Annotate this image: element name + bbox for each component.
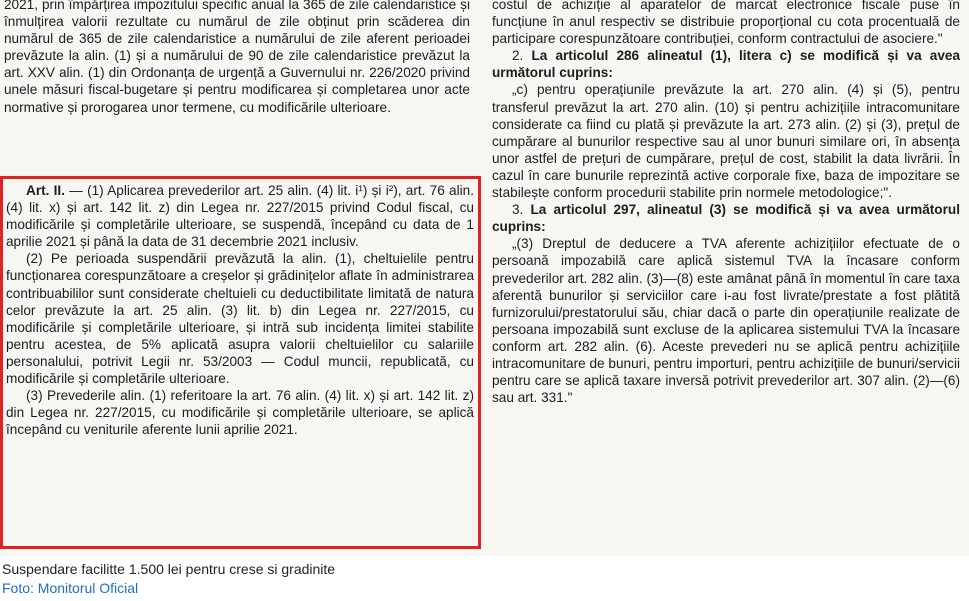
article-ii-paragraph-1 (6, 182, 474, 250)
point-2-heading (492, 47, 960, 81)
article-ii-paragraph-2: (2) Pe perioada suspendării prevăzută la alin. (1), cheltuielile pentru funcționarea corespunzătoare a creșelor și grădinițelor aflate în administrarea contribuabililor sunt considerate cheltuieli cu deductibilitate limitată de natura celor prevăzute la art. 25 alin. (3) lit. b) din Legea nr. 227/2015, cu modificările și completările ulterioare, și intră sub incidența limitei stabilite pentru acestea, de 5% aplicată asupra valorii cheltuielilor cu salariile personalului, potrivit Legii nr. 53/2003 — Codul muncii, republicată, cu modificările și completările ulterioare. (6, 251, 474, 387)
point-3-text: „(3) Dreptul de deducere a TVA aferente achizițiilor efectuate de o persoană impozabilă care aplică sistemul TVA la încasare conform prevederilor art. 282 alin. (3)—(8) este amânat până în momentul în care taxa aferentă bunurilor și serviciilor care i-au fost livrate/prestate a fost plătită furnizorului/prestatorului său, chiar dacă o parte din operațiunile realizate de persoana impozabilă sunt excluse de la aplicarea sistemului TVA la încasare conform art. 282 alin. (6). Aceste prevederi nu se aplică pentru achizițiile intracomunitare de bunuri, pentru importuri, pentru achizițiile de bunuri/servicii pentru care se aplică taxare inversă potrivit prevederilor art. 307 alin. (2)—(6) sau art. 331." (492, 236, 960, 406)
photo-credit-link[interactable]: Foto: Monitorul Oficial (2, 580, 139, 596)
article-ii-heading: Art. II. (26, 183, 65, 198)
right-paragraph-0: costul de achiziție al aparatelor de marcat electronice fiscale puse în funcțiune în anul respectiv se distribuie proporțional cu cota procentuală de participare corespunzătoare contribuției, conform contractului de asociere." (492, 0, 960, 47)
point-2-title: La articolul 286 alineatul (1), litera c) se modifică și va avea următorul cuprins: (492, 48, 960, 81)
point-3-title: La articolul 297, alineatul (3) se modifică și va avea următorul cuprins: (492, 202, 960, 235)
left-column (4, 0, 470, 116)
article-ii-p1-text: — (1) Aplicarea prevederilor art. 25 alin. (4) lit. i¹) și i²), art. 76 alin. (4) lit. x) și art. 142 lit. z) din Legea nr. 227/2015 privind Codul fiscal, cu modificările și completările ulterioare, se suspendă, începând cu data de 1 aprilie 2021 și până la data de 31 decembrie 2021 inclusiv. (6, 183, 474, 250)
image-caption: Suspendare facilitte 1.500 lei pentru crese si gradinite (2, 561, 336, 577)
caption-area (0, 556, 969, 601)
left-top-paragraph: 2021, prin împărțirea impozitului specific anual la 365 de zile calendaristice și înmulțirea valorii rezultate cu numărul de zile obținut prin scăderea din numărul de 365 de zile calendaristice a numărului de zile aferent perioadei prevăzute la alin. (1) și a numărului de 90 de zile calendaristice prevăzut la art. XXV alin. (1) din Ordonanța de urgență a Guvernului nr. 226/2020 privind unele măsuri fiscal-bugetare și pentru modificarea și completarea unor acte normative și prorogarea unor termene, cu modificările ulterioare. (4, 0, 470, 115)
article-ii-paragraph-3: (3) Prevederile alin. (1) referitoare la art. 76 alin. (4) lit. x) și art. 142 lit. z) din Legea nr. 227/2015, cu modificările și completările ulterioare, se aplică începând cu veniturile aferente lunii aprilie 2021. (6, 388, 474, 438)
point-2-text: „c) pentru operațiunile prevăzute la art. 270 alin. (4) și (5), pentru transferul prevăzut la art. 270 alin. (10) și pentru achizițiile intracomunitare considerate ca fiind cu plată și prevăzute la art. 273 alin. (2) și (3), prețul de cumpărare al bunurilor respective sau al unor bunuri similare ori, în absența unor astfel de prețuri de cumpărare, prețul de cost, stabilit la data livrării. În cazul în care bunurile reprezintă active corporale fixe, baza de impozitare se stabilește conform procedurii stabilite prin normele metodologice;". (492, 82, 960, 201)
point-3-number: 3. (512, 202, 531, 218)
right-column (492, 0, 960, 406)
point-2-number: 2. (512, 48, 532, 64)
article-ii-text (0, 182, 474, 438)
point-3-heading (492, 201, 960, 235)
